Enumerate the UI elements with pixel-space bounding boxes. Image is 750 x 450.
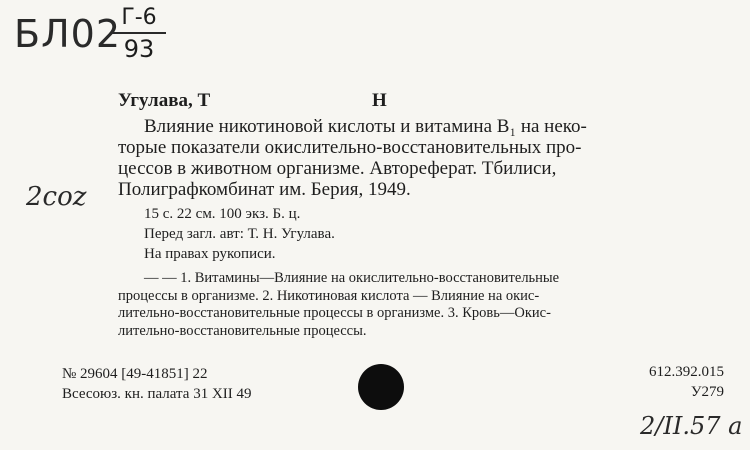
rights-note: На правах рукописи.	[144, 246, 276, 262]
fraction-bottom: 93	[123, 35, 155, 63]
title-line: Полиграфкомбинат им. Берия, 1949.	[118, 179, 411, 200]
title-block	[118, 116, 728, 200]
fraction-bar	[112, 32, 166, 34]
ink-blot	[358, 364, 404, 410]
record-number: № 29604 [49-41851] 22	[62, 366, 208, 382]
subject-line: — — 1. Витамины—Влияние на окислительно-восстановительные	[144, 270, 560, 286]
book-chamber: Всесоюз. кн. палата 31 XII 49	[62, 386, 252, 402]
classification-code: У279	[690, 384, 724, 400]
shelf-fraction	[112, 6, 166, 62]
author-note: Перед загл. авт: Т. Н. Угулава.	[144, 226, 335, 242]
udc-code: 612.392.015	[649, 364, 724, 380]
author-initial: Н	[372, 90, 387, 111]
title-line: цессов в животном организме. Автореферат. Тбилиси,	[118, 158, 557, 179]
subject-line: лительно-восстановительные процессы в организме. 3. Кровь—Окис-	[118, 305, 551, 321]
title-line: торые показатели окислительно-восстановительных про-	[118, 137, 582, 158]
subject-line: лительно-восстановительные процессы.	[118, 322, 367, 339]
title-line: Влияние никотиновой кислоты и витамина B₁ на неко-	[144, 116, 587, 137]
handwritten-date-note: 2/II.57 a	[640, 412, 743, 440]
handwritten-left-note: 2coz	[26, 182, 87, 212]
subject-headings	[118, 270, 728, 340]
author-name: Угулава, Т	[118, 90, 211, 111]
shelf-mark: БЛ02	[14, 12, 121, 56]
physical-description: 15 с. 22 см. 100 экз. Б. ц.	[144, 206, 301, 222]
fraction-top: Г-6	[121, 5, 157, 30]
subject-line: процессы в организме. 2. Никотиновая кислота — Влияние на окис-	[118, 287, 540, 304]
